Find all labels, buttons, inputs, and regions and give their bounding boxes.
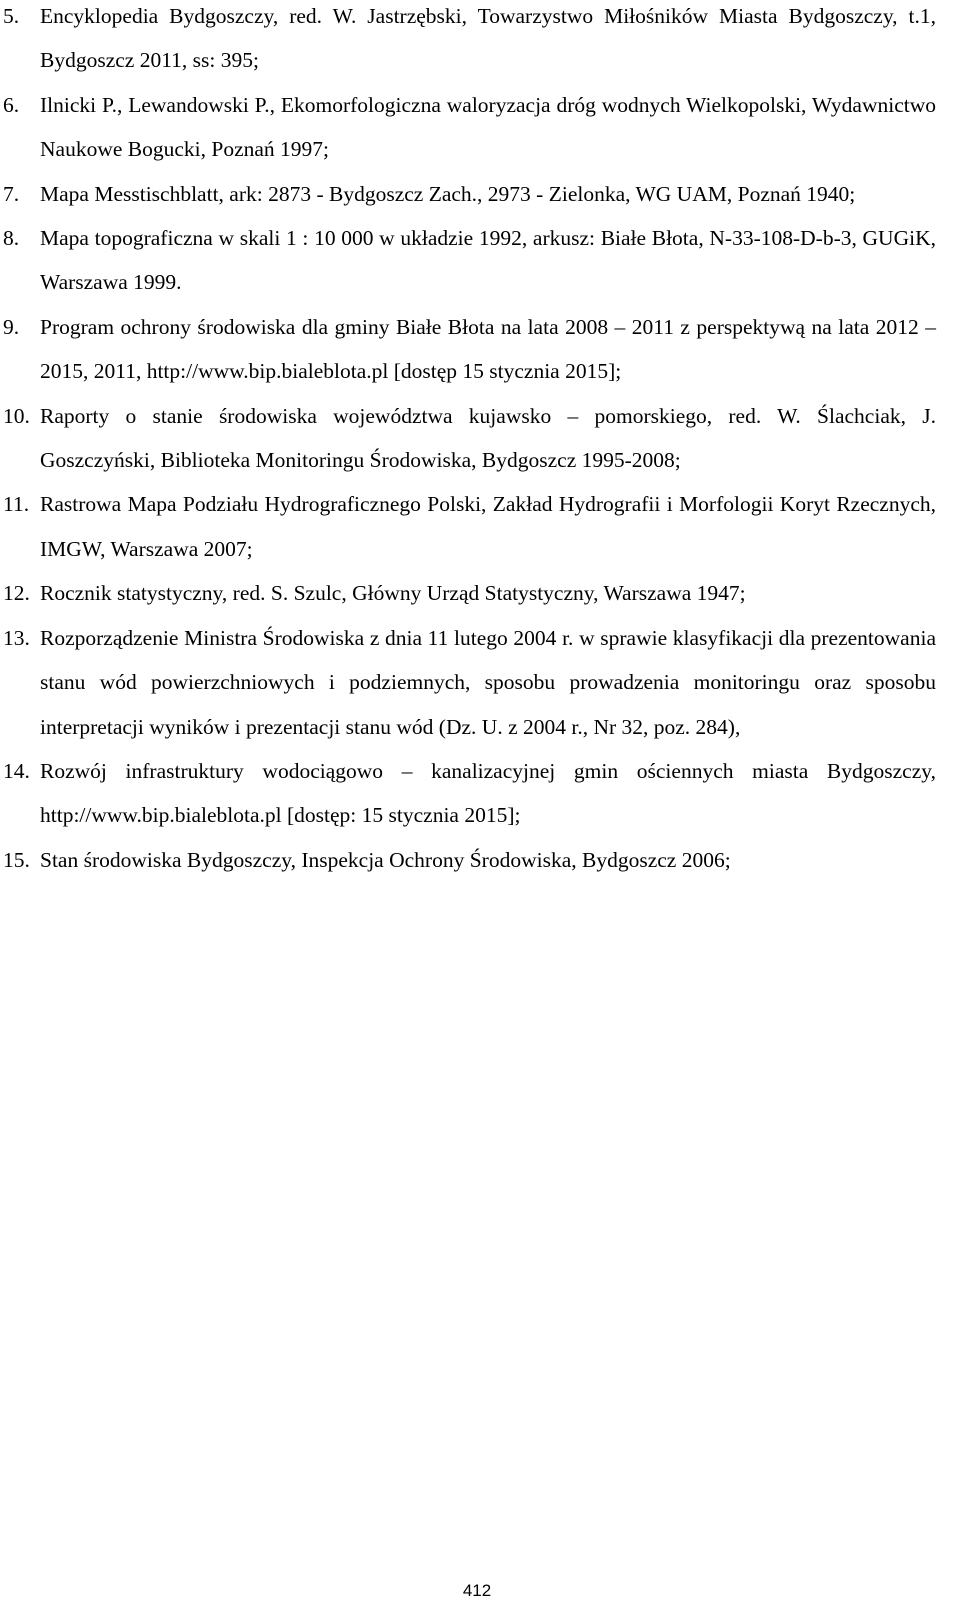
- reference-text: Ilnicki P., Lewandowski P., Ekomorfologiczna waloryzacja dróg wodnych Wielkopolski, Wydawnictwo Naukowe Bogucki, Poznań 1997;: [40, 92, 936, 162]
- reference-text: Stan środowiska Bydgoszczy, Inspekcja Ochrony Środowiska, Bydgoszcz 2006;: [40, 847, 731, 872]
- reference-item-10: [0, 394, 936, 483]
- reference-number: 10.: [3, 403, 30, 428]
- reference-text: Rocznik statystyczny, red. S. Szulc, Główny Urząd Statystyczny, Warszawa 1947;: [40, 581, 746, 606]
- reference-text: Mapa topograficzna w skali 1 : 10 000 w układzie 1992, arkusz: Białe Błota, N-33-108-D-b-3, GUGiK, Warszawa 1999.: [40, 226, 936, 295]
- page-number: 412: [462, 1581, 492, 1600]
- reference-item-12: [0, 571, 936, 615]
- reference-item-8: [0, 216, 936, 305]
- reference-number: 12.: [3, 581, 30, 606]
- reference-item-5: [0, 0, 936, 83]
- reference-text: Program ochrony środowiska dla gminy Białe Błota na lata 2008 – 2011 z perspektywą na lata 2012 – 2015, 2011, http://www.bip.bialeblota.pl [dostęp 15 stycznia 2015];: [40, 314, 936, 384]
- reference-number: 7.: [3, 181, 20, 206]
- reference-item-15: [0, 838, 936, 882]
- reference-item-9: [0, 305, 936, 394]
- reference-text: Encyklopedia Bydgoszczy, red. W. Jastrzębski, Towarzystwo Miłośników Miasta Bydgoszczy, t.1, Bydgoszcz 2011, ss: 395;: [40, 4, 936, 73]
- reference-number: 6.: [3, 92, 20, 117]
- reference-number: 9.: [3, 314, 20, 339]
- reference-text: Mapa Messtischblatt, ark: 2873 - Bydgoszcz Zach., 2973 - Zielonka, WG UAM, Poznań 1940;: [40, 181, 856, 206]
- reference-text: Rozwój infrastruktury wodociągowo – kanalizacyjnej gmin ościennych miasta Bydgoszczy, http://www.bip.bialeblota.pl [dostęp: 15 stycznia 2015];: [40, 758, 936, 828]
- reference-number: 11.: [3, 492, 30, 517]
- reference-number: 15.: [3, 847, 30, 872]
- reference-item-13: [0, 616, 936, 749]
- reference-item-6: [0, 83, 936, 172]
- reference-number: 5.: [3, 4, 20, 28]
- reference-text: Rozporządzenie Ministra Środowiska z dnia 11 lutego 2004 r. w sprawie klasyfikacji dla prezentowania stanu wód powierzchniowych i podziemnych, sposobu prowadzenia monitoringu oraz sposobu interpretacji wyników i prezentacji stanu wód (Dz. U. z 2004 r., Nr 32, poz. 284),: [40, 625, 936, 739]
- reference-item-7: [0, 172, 936, 216]
- reference-text: Raporty o stanie środowiska województwa kujawsko – pomorskiego, red. W. Ślachciak, J. Goszczyński, Biblioteka Monitoringu Środowiska, Bydgoszcz 1995-2008;: [40, 403, 936, 473]
- reference-number: 14.: [3, 758, 30, 783]
- reference-item-14: [0, 749, 936, 838]
- page-footer: [0, 1580, 960, 1602]
- reference-item-11: [0, 482, 936, 571]
- reference-number: 13.: [3, 625, 30, 650]
- reference-number: 8.: [3, 226, 20, 251]
- reference-text: Rastrowa Mapa Podziału Hydrograficznego Polski, Zakład Hydrografii i Morfologii Koryt Rzecznych, IMGW, Warszawa 2007;: [40, 492, 936, 561]
